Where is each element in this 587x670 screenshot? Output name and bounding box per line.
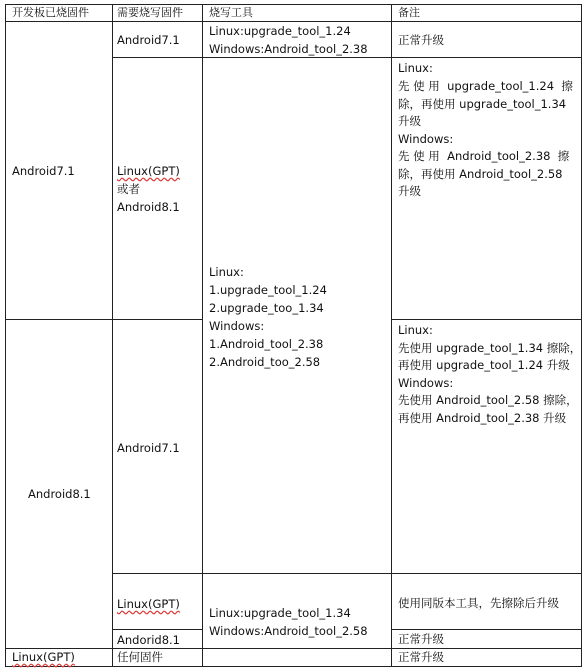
row-divider bbox=[5, 21, 582, 22]
remark-line: Windows: bbox=[398, 132, 454, 146]
remark-line: 先使用 Android_tool_2.58 擦除， bbox=[398, 393, 578, 407]
need-firmware-text: Linux(GPT) bbox=[117, 164, 180, 178]
row-divider bbox=[112, 629, 202, 630]
board-firmware-cell: Android7.1 bbox=[12, 164, 75, 178]
board-firmware-cell: Android8.1 bbox=[28, 487, 91, 501]
remark-cell: 正常升级 bbox=[398, 33, 444, 47]
remark-line: 升级 bbox=[398, 184, 421, 198]
remark-line: 除，再使用 upgrade_tool_1.34 bbox=[398, 97, 567, 111]
tool-line: Windows: bbox=[209, 319, 265, 333]
row-divider bbox=[5, 666, 582, 667]
remark-line: Windows: bbox=[398, 376, 454, 390]
header-remark: 备注 bbox=[398, 6, 420, 19]
row-divider bbox=[391, 319, 582, 320]
tool-line: Windows:Android_tool_2.38 bbox=[209, 42, 368, 56]
remark-line: 再使用 Android_tool_2.38 升级 bbox=[398, 411, 567, 425]
row-divider bbox=[391, 629, 582, 630]
remark-line: 先使用 upgrade_tool_1.34 擦除， bbox=[398, 341, 582, 355]
remark-line: 再使用 upgrade_tool_1.24 升级 bbox=[398, 358, 570, 372]
row-divider bbox=[5, 4, 582, 5]
tool-line: 2.Android_too_2.58 bbox=[209, 355, 321, 369]
col-divider bbox=[581, 4, 582, 667]
header-board-burned: 开发板已烧固件 bbox=[12, 6, 89, 19]
tool-line: 1.upgrade_tool_1.24 bbox=[209, 283, 327, 297]
need-firmware-line: Android8.1 bbox=[117, 200, 180, 214]
need-firmware-line bbox=[117, 596, 180, 614]
col-divider bbox=[112, 4, 113, 667]
need-firmware-line: 或者 bbox=[117, 182, 140, 196]
col-divider bbox=[5, 4, 6, 667]
remark-cell: 正常升级 bbox=[398, 650, 444, 664]
need-firmware-line bbox=[117, 163, 180, 181]
row-divider bbox=[5, 319, 202, 320]
remark-cell: 使用同版本工具，先擦除后升级 bbox=[398, 596, 559, 610]
remark-line: 先 使 用 upgrade_tool_1.24 擦 bbox=[398, 79, 573, 93]
need-firmware-cell: 任何固件 bbox=[117, 650, 163, 664]
remark-line: Linux: bbox=[398, 61, 433, 75]
remark-line: Linux: bbox=[398, 323, 433, 337]
col-divider bbox=[391, 4, 392, 667]
row-divider bbox=[5, 648, 582, 649]
remark-cell: 正常升级 bbox=[398, 632, 444, 646]
board-firmware-line bbox=[12, 649, 75, 667]
row-divider bbox=[112, 573, 582, 574]
tool-line: Linux: bbox=[209, 265, 244, 279]
tool-line: Linux:upgrade_tool_1.34 bbox=[209, 606, 351, 620]
board-firmware-text: Linux(GPT) bbox=[12, 650, 75, 664]
remark-line: 升级 bbox=[398, 114, 421, 128]
need-firmware-cell: Android7.1 bbox=[117, 33, 180, 47]
remark-line: 先 使 用 Android_tool_2.38 擦 bbox=[398, 149, 570, 163]
header-burn-tool: 烧写工具 bbox=[209, 6, 253, 19]
need-firmware-text: Linux(GPT) bbox=[117, 597, 180, 611]
tool-line: Linux:upgrade_tool_1.24 bbox=[209, 24, 351, 38]
remark-line: 除，再使用 Android_tool_2.58 bbox=[398, 167, 563, 181]
header-need-burn: 需要烧写固件 bbox=[117, 6, 183, 19]
tool-line: 2.upgrade_too_1.34 bbox=[209, 301, 324, 315]
col-divider bbox=[202, 4, 203, 667]
tool-line: 1.Android_tool_2.38 bbox=[209, 337, 324, 351]
need-firmware-cell: Android7.1 bbox=[117, 441, 180, 455]
tool-line: Windows:Android_tool_2.58 bbox=[209, 624, 368, 638]
need-firmware-cell: Andorid8.1 bbox=[117, 633, 181, 647]
